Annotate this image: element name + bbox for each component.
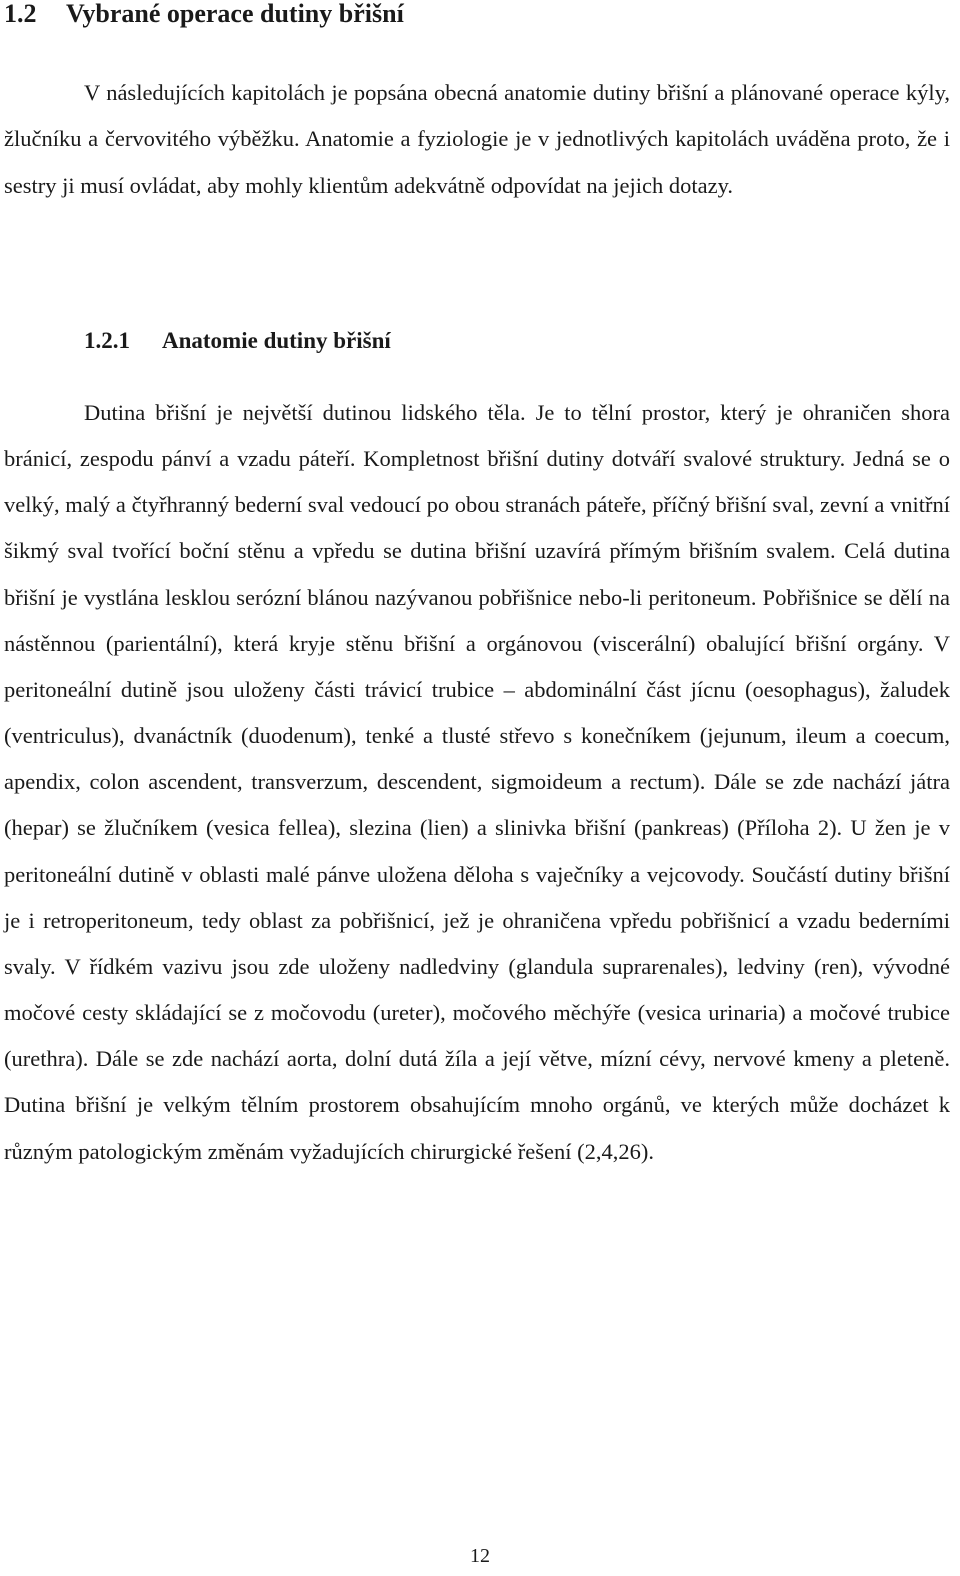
section-title: Vybrané operace dutiny břišní (66, 0, 404, 28)
subsection-heading (84, 323, 391, 359)
intro-paragraph: V následujících kapitolách je popsána obecná anatomie dutiny břišní a plánované operace kýly, žlučníku a červovitého výběžku. Anatomie a fyziologie je v jednotlivých kapitolách uváděna proto, že i sestry ji musí ovládat, aby mohly klientům adekvátně odpovídat na jejich dotazy. (4, 80, 950, 198)
subsection-number: 1.2.1 (84, 328, 130, 353)
section-heading (4, 0, 404, 32)
subsection-title: Anatomie dutiny břišní (162, 328, 391, 353)
body-paragraph: Dutina břišní je největší dutinou lidského těla. Je to tělní prostor, který je ohraničen shora bránicí, zespodu pánví a vzadu páteří. Kompletnost břišní dutiny dotváří svalové struktury. Jedná se o velký, malý a čtyřhranný bederní sval vedoucí po obou stranách páteře, příčný břišní sval, zevní a vnitřní šikmý sval tvořící boční stěnu a vpředu se dutina břišní uzavírá přímým břišním svalem. Celá dutina břišní je vystlána lesklou serózní blánou nazývanou pobřišnice nebo-li peritoneum. Pobřišnice se dělí na nástěnnou (parientální), která kryje stěnu břišní a orgánovou (viscerální) obalující břišní orgány. V peritoneální dutině jsou uloženy části trávicí trubice – abdominální část jícnu (oesophagus), žaludek (ventriculus), dvanáctník (duodenum), tenké a tlusté střevo s konečníkem (jejunum, ileum a coecum, apendix, colon ascendent, transverzum, descendent, sigmoideum a rectum). Dále se zde nachází játra (hepar) se žlučníkem (vesica fellea), slezina (lien) a slinivka břišní (pankreas) (Příloha 2). U žen je v peritoneální dutině v oblasti malé pánve uložena děloha s vaječníky a vejcovody. Součástí dutiny břišní je i retroperitoneum, tedy oblast za pobřišnicí, jež je ohraničena vpředu pobřišnicí a vzadu bederními svaly. V řídkém vazivu jsou zde uloženy nadledviny (glandula suprarenales), ledviny (ren), vývodné močové cesty skládající se z močovodu (ureter), močového měchýře (vesica urinaria) a močové trubice (urethra). Dále se zde nachází aorta, dolní dutá žíla a její větve, mízní cévy, nervové kmeny a pleteně. Dutina břišní je velkým tělním prostorem obsahujícím mnoho orgánů, ve kterých může docházet k různým patologickým změnám vyžadujících chirurgické řešení (2,4,26). (4, 400, 950, 1164)
section-number: 1.2 (4, 0, 37, 28)
page-number: 12 (470, 1545, 490, 1567)
